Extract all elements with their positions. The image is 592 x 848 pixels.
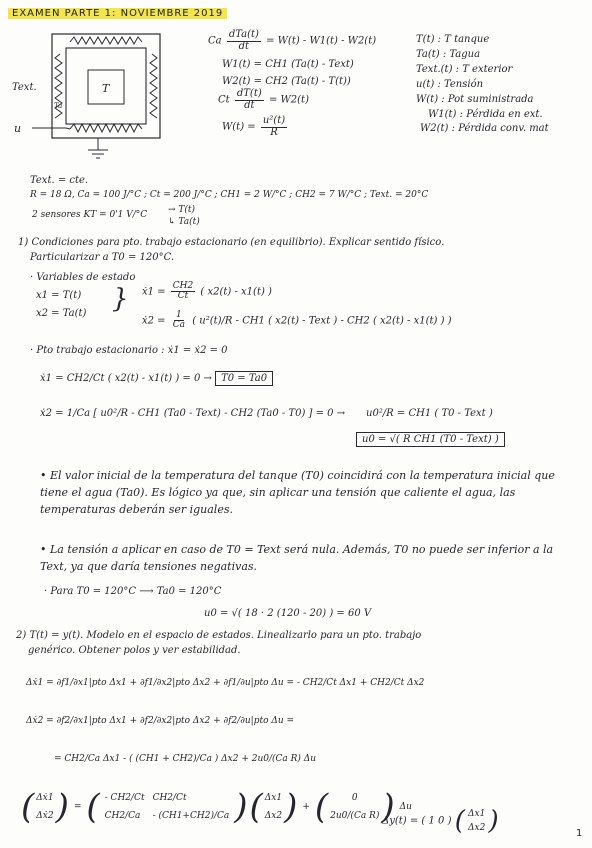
- sensor-1: → T(t): [168, 205, 196, 215]
- diagram-t-label: T: [102, 82, 110, 95]
- q1-x1dot: ẋ1 = $\frac{CH2}{Ct}$ ( x2(t) - x1(t) ): [142, 281, 272, 302]
- legend-item: T(t) : T tanque: [416, 34, 490, 45]
- heater-right: [150, 54, 157, 118]
- q1-eq-title: · Pto trabajo estacionario : ẋ1 = ẋ2 = 0: [30, 345, 228, 356]
- q1-x2-def: x2 = Ta(t): [36, 308, 87, 319]
- q1-subtitle: Particularizar a T0 = 120°C.: [30, 252, 175, 263]
- heater-bottom: [70, 124, 142, 132]
- legend-item: Ta(t) : Tagua: [416, 49, 481, 60]
- params-line-2: R = 18 Ω, Ca = 100 J/°C ; Ct = 200 J/°C ; CH1 = 2 W/°C ; CH2 = 7 W/°C ; Text. = 20°C: [30, 190, 429, 200]
- q2-subtitle: genérico. Obtener polos y ver estabilidad.: [28, 645, 241, 656]
- exam-title: EXAMEN PARTE 1: NOVIEMBRE 2019: [8, 8, 227, 19]
- q1-para: · Para T0 = 120°C ⟶ Ta0 = 120°C: [44, 586, 222, 597]
- q1-u0-calc: u0 = √( 18 · 2 (120 - 20) ) = 60 V: [204, 608, 372, 619]
- q1-brace: }: [112, 284, 129, 314]
- q1-eq1-result: T0 = Ta0: [215, 371, 273, 386]
- legend-item: W1(t) : Pérdida en ext.: [428, 109, 543, 120]
- heater-top: [70, 37, 142, 44]
- q2-dx1: Δẋ1 = ∂f1/∂x1|pto Δx1 + ∂f1/∂x2|pto Δx2 + ∂f1/∂u|pto Δu = - CH2/Ct Δx1 + CH2/Ct Δx2: [26, 678, 425, 688]
- diagram-ta-label: Ta: [54, 102, 63, 110]
- q2-matrix-layout: ( Δẋ1 Δẋ2 ) = ( - CH2/Ct CH2/Ca CH2/Ct - (CH1+CH2)/Ca ) ( Δx1 Δx2 ) + ( 0 2u0/(Ca R) ) Δu: [21, 787, 412, 827]
- model-eq-4: Ct $\frac{dT(t)}{dt}$ = W2(t): [218, 88, 309, 111]
- q1-eq2: ẋ2 = 1/Ca [ u0²/R - CH1 (Ta0 - Text) - CH2 (Ta0 - T0) ] = 0 →: [40, 408, 346, 419]
- q1-vars-title: · Variables de estado: [30, 272, 136, 283]
- params-line-3: 2 sensores KT = 0'1 V/°C: [32, 210, 148, 220]
- q2-dx2b: = CH2/Ca Δx1 - ( (CH1 + CH2)/Ca ) Δx2 + 2u0/(Ca R) Δu: [54, 754, 317, 764]
- q2-output-equation: Δy(t) = ( 1 0 ) ( Δx1 Δx2 ): [382, 806, 499, 836]
- q2-title: 2) T(t) = y(t). Modelo en el espacio de estados. Linealizarlo para un pto. trabajo: [16, 630, 422, 641]
- diagram-text-label: Text.: [12, 82, 37, 93]
- model-eq-2: W1(t) = CH1 (Ta(t) - Text): [222, 59, 354, 70]
- q1-x2dot: ẋ2 = $\frac{1}{Ca}$ ( u²(t)/R - CH1 ( x2(t) - Text ) - CH2 ( x2(t) - x1(t) ) ): [142, 310, 452, 331]
- sensor-2: ↳ Ta(t): [168, 217, 200, 227]
- legend-item: Text.(t) : T exterior: [416, 64, 513, 75]
- params-line-1: Text. = cte.: [30, 175, 89, 186]
- q1-eq2-right: u0²/R = CH1 ( T0 - Text ): [366, 408, 493, 419]
- q1-bullet-2: • La tensión a aplicar en caso de T0 = Text será nula. Además, T0 no puede ser inferior a la Text, ya que daría tensiones negativas.: [40, 543, 554, 573]
- q1-title: 1) Condiciones para pto. trabajo estacionario (en equilibrio). Explicar sentido físico.: [18, 237, 445, 248]
- legend-item: u(t) : Tensión: [416, 79, 484, 90]
- q1-x1-def: x1 = T(t): [36, 290, 82, 301]
- legend-item: W(t) : Pot suministrada: [416, 94, 534, 105]
- diagram-u-label: u: [14, 122, 22, 135]
- model-eq-3: W2(t) = CH2 (Ta(t) - T(t)): [222, 76, 351, 87]
- q1-eq1: ẋ1 = CH2/Ct ( x2(t) - x1(t) ) = 0 → T0 = Ta0: [40, 373, 273, 384]
- q2-state-equation: [20, 786, 413, 828]
- q1-bullet-1: • El valor inicial de la temperatura del tanque (T0) coincidirá con la temperatura inicial que tiene el agua (Ta0). Es lógico ya que, sin aplicar una tensión que caliente el agua, las temperaturas deberán ser iguales.: [40, 469, 555, 516]
- legend-item: W2(t) : Pérdida conv. mat: [420, 123, 549, 134]
- q1-u0-result: u0 = √( R CH1 (T0 - Text) ): [356, 432, 505, 447]
- q2-dx2: Δẋ2 = ∂f2/∂x1|pto Δx1 + ∂f2/∂x2|pto Δx2 + ∂f2/∂u|pto Δu =: [26, 716, 295, 726]
- page-number: 1: [576, 828, 583, 839]
- model-eq-1: Ca $\frac{\text{dTa(t)}}{dt}$ = W(t) - W1(t) - W2(t): [208, 29, 377, 52]
- tank-diagram: [10, 28, 200, 163]
- model-eq-5: W(t) = $\frac{\text{u²(t)}}{R}$: [222, 115, 286, 138]
